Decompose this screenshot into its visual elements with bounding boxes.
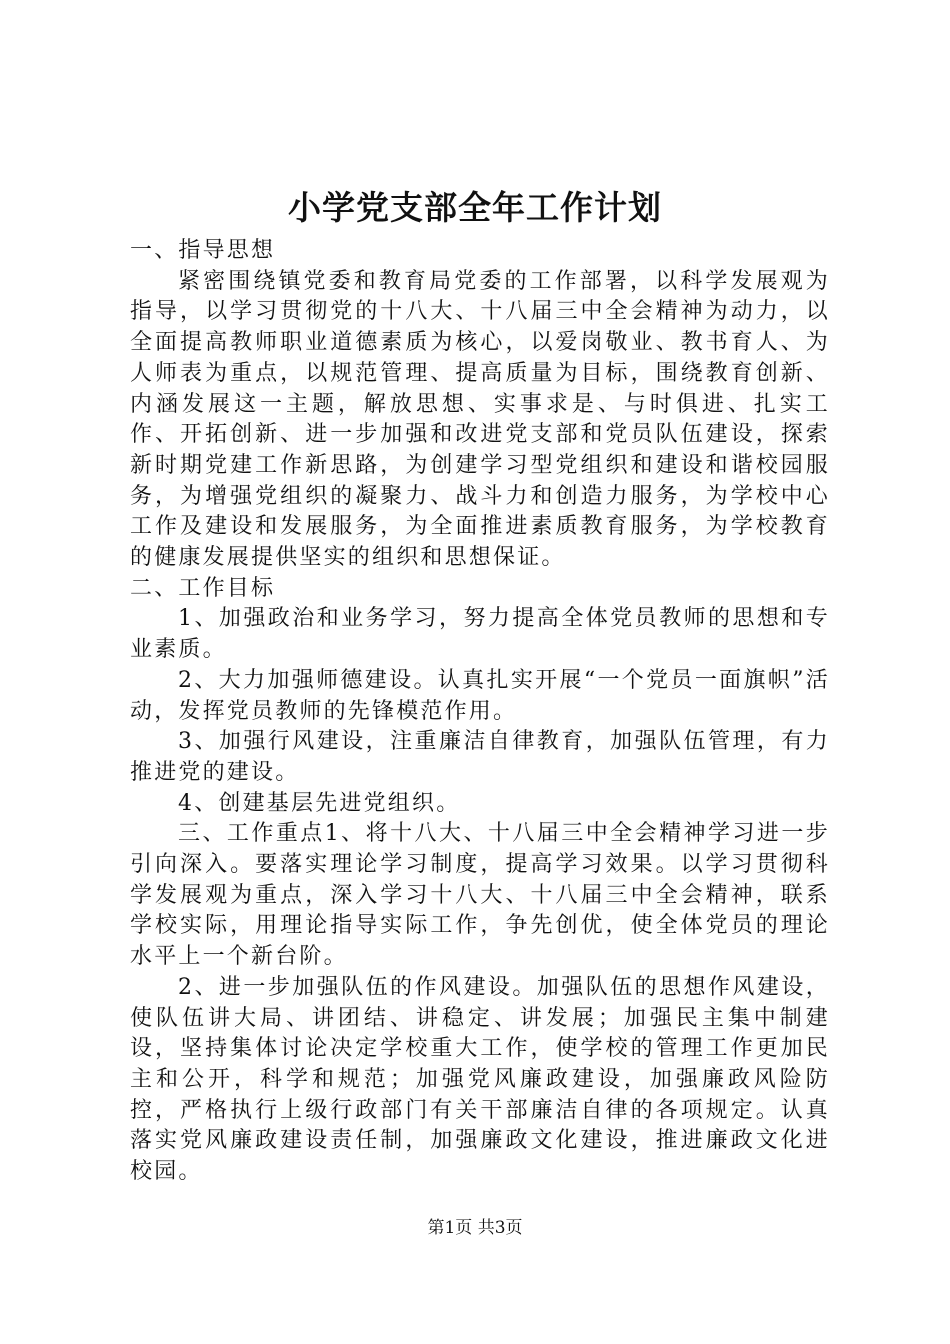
paragraph-goal-4: 4、创建基层先进党组织。 — [178, 790, 461, 816]
paragraph-work-focus-2: 2、进一步加强队伍的作风建设。加强队伍的思想作风建设，使队伍讲大局、讲团结、讲稳定、讲发展；加强民主集中制建设，坚持集体讨论决定学校重大工作，使学校的管理工作更加民主和公开，科学和规范；加强党风廉政建设，加强廉政风险防控，严格执行上级行政部门有关干部廉洁自律的各项规定。认真落实党风廉政建设责任制，加强廉政文化建设，推进廉政文化进校园。 — [130, 974, 830, 1185]
document-body — [130, 236, 830, 1188]
section-heading-guiding-ideology: 一、指导思想 — [130, 238, 276, 263]
page-footer: 第1页 共3页 — [427, 1218, 523, 1238]
paragraph-guiding-ideology: 紧密围绕镇党委和教育局党委的工作部署，以科学发展观为指导，以学习贯彻党的十八大、十八届三中全会精神为动力，以全面提高教师职业道德素质为核心，以爱岗敬业、教书育人、为人师表为重点，以规范管理、提高质量为目标，围绕教育创新、内涵发展这一主题，解放思想、实事求是、与时俱进、扎实工作、开拓创新、进一步加强和改进党支部和党员队伍建设，探索新时期党建工作新思路，为创建学习型党组织和建设和谐校园服务，为增强党组织的凝聚力、战斗力和创造力服务，为学校中心工作及建设和发展服务，为全面推进素质教育服务，为学校教育的健康发展提供坚实的组织和思想保证。 — [130, 268, 830, 571]
paragraph-work-focus-1: 三、工作重点1、将十八大、十八届三中全会精神学习进一步引向深入。要落实理论学习制度，提高学习效果。以学习贯彻科学发展观为重点，深入学习十八大、十八届三中全会精神，联系学校实际，用理论指导实际工作，争先创优，使全体党员的理论水平上一个新台阶。 — [130, 821, 830, 970]
document-title: 小学党支部全年工作计划 — [288, 188, 662, 227]
paragraph-goal-1: 1、加强政治和业务学习，努力提高全体党员教师的思想和专业素质。 — [130, 606, 830, 663]
paragraph-goal-2: 2、大力加强师德建设。认真扎实开展“一个党员一面旗帜”活动，发挥党员教师的先锋模范作用。 — [130, 667, 830, 724]
paragraph-goal-3: 3、加强行风建设，注重廉洁自律教育，加强队伍管理，有力推进党的建设。 — [130, 729, 830, 785]
section-heading-work-goals: 二、工作目标 — [130, 575, 276, 601]
